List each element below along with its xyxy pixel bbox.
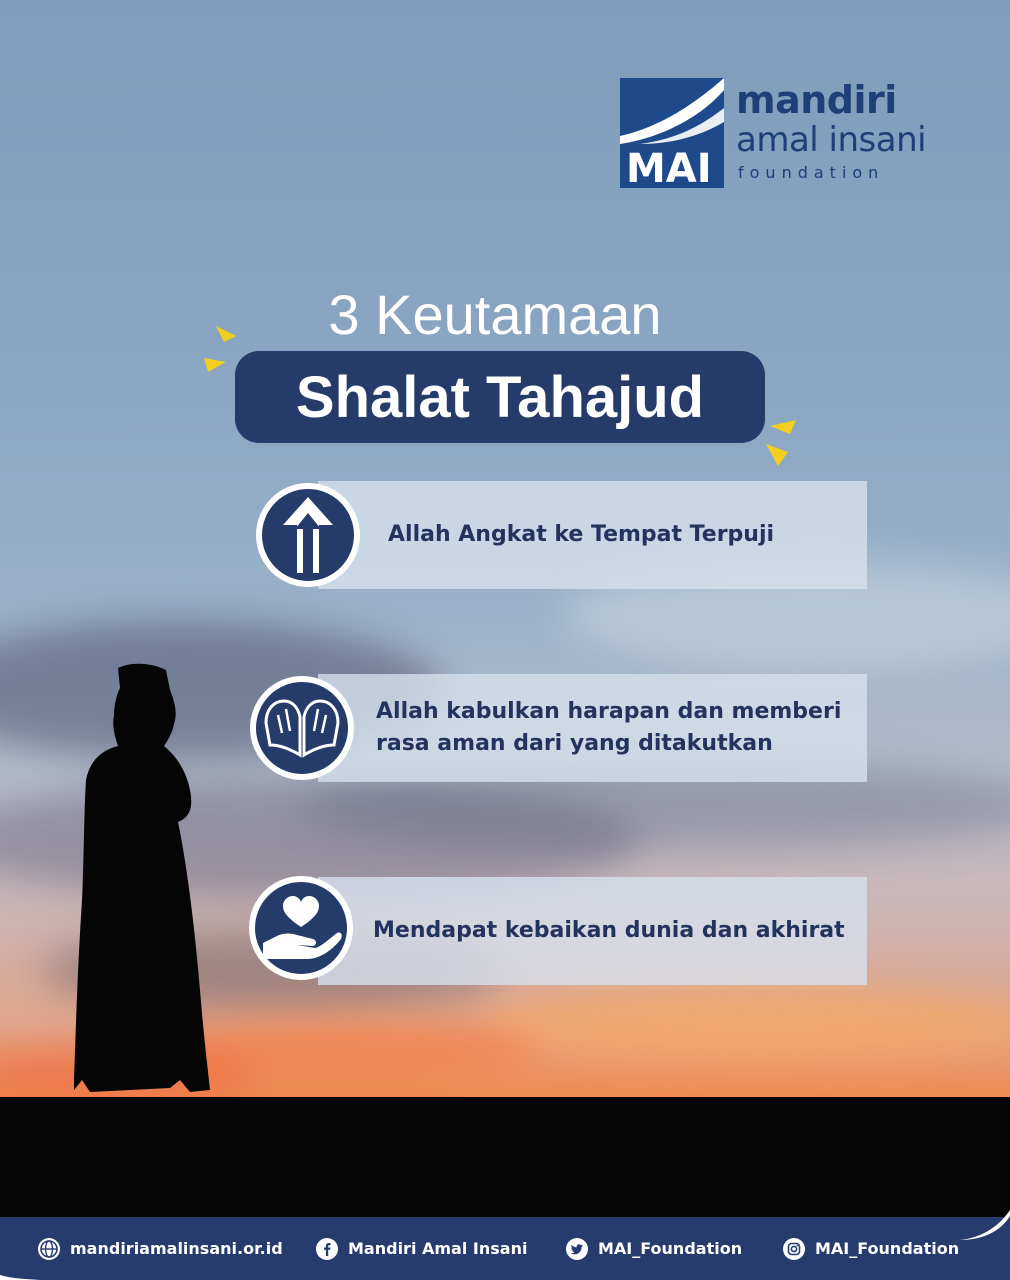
benefit-icon-circle — [256, 483, 360, 587]
benefit-text: Allah Angkat ke Tempat Terpuji — [388, 522, 775, 547]
footer-website[interactable] — [38, 1217, 283, 1280]
sparkle-right-icon — [760, 414, 810, 474]
benefit-item — [318, 481, 867, 589]
twitter-icon — [566, 1238, 588, 1260]
benefit-icon-circle — [249, 876, 353, 980]
footer-facebook-text: Mandiri Amal Insani — [348, 1239, 528, 1258]
facebook-icon — [316, 1238, 338, 1260]
footer-instagram[interactable] — [783, 1217, 959, 1280]
footer-twitter[interactable] — [566, 1217, 742, 1280]
swoosh-right-decoration — [960, 1210, 1010, 1240]
mai-logo — [620, 78, 950, 190]
benefit-text: Allah kabulkan harapan dan memberi rasa aman dari yang ditakutkan — [376, 699, 842, 756]
footer-facebook[interactable] — [316, 1217, 527, 1280]
pre-title: 3 Keutamaan — [328, 283, 662, 346]
swoosh-left-decoration — [0, 1255, 50, 1280]
mai-logo-mark — [620, 78, 724, 188]
praying-man-silhouette — [60, 660, 210, 1100]
benefit-icon-circle — [250, 676, 354, 780]
benefit-item — [318, 877, 867, 985]
ground-silhouette — [0, 1097, 1010, 1227]
logo-mark-text: MAI — [626, 146, 712, 188]
cloud — [480, 990, 1010, 1060]
benefit-text: Mendapat kebaikan dunia dan akhirat — [373, 918, 845, 943]
logo-text-mandiri: mandiri — [736, 78, 897, 122]
footer-twitter-text: MAI_Foundation — [598, 1239, 743, 1258]
footer-bar — [0, 1217, 1010, 1280]
instagram-icon — [783, 1238, 805, 1260]
footer-instagram-text: MAI_Foundation — [815, 1239, 960, 1258]
logo-text-amal-insani: amal insani — [736, 120, 927, 160]
heart-hand-icon — [259, 893, 343, 963]
logo-swoosh-graphic — [620, 78, 724, 188]
page-title: Shalat Tahajud — [295, 364, 705, 430]
title-pill — [235, 351, 765, 443]
praying-hands-icon — [260, 693, 344, 763]
benefit-item — [318, 674, 867, 782]
logo-text-foundation: foundation — [738, 163, 885, 182]
arrow-up-icon — [273, 493, 343, 577]
footer-website-text: mandiriamalinsani.or.id — [70, 1239, 283, 1258]
